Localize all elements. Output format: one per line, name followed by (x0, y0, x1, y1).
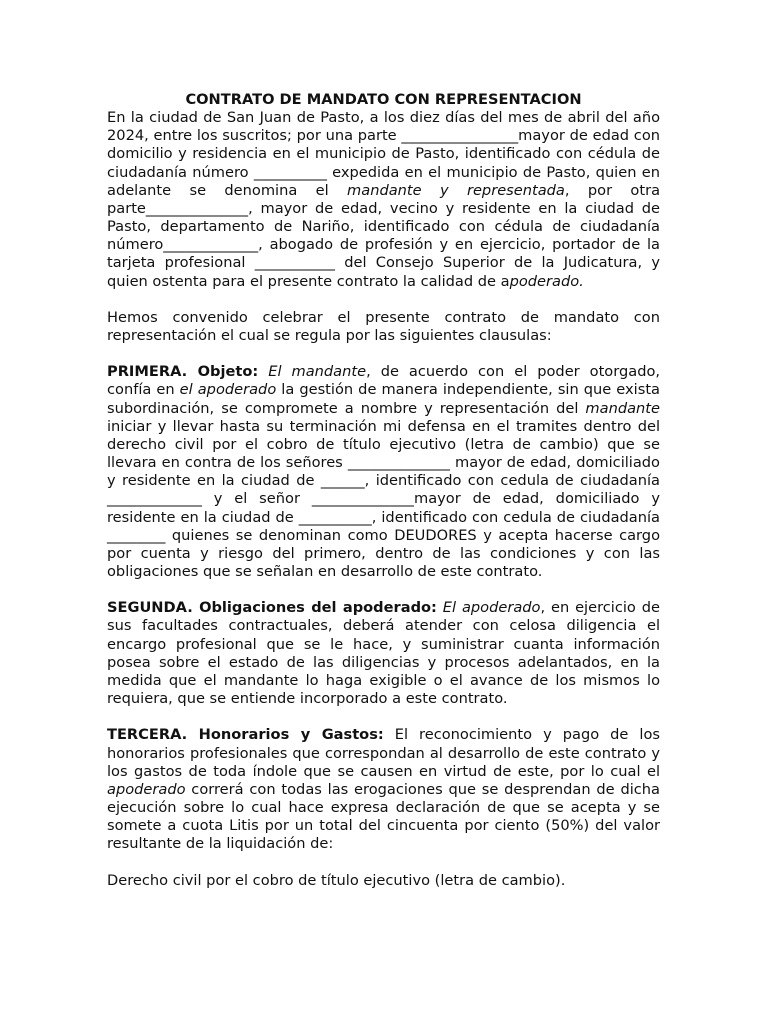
emphasis-text: el apoderado (179, 381, 277, 399)
body-text: , por otra parte______________, mayor de edad, vecino y residente en la ciudad de Pasto, departamento de Nariño, identificado con cédula de ciudadanía número_____________, abogado de profesión y en ejercicio, portador de la tarjeta profesional ___________ del Consejo Superior de la Judicatura, y quien ostenta para el presente contrato la calidad de a (107, 181, 661, 290)
final-line (107, 872, 660, 890)
body-text: Hemos convenido celebrar el presente contrato de mandato con representación el cual se regula por las siguientes clausulas: (107, 308, 660, 345)
clause-heading: TERCERA. Honorarios y Gastos: (107, 726, 384, 744)
emphasis-text: El mandante (268, 363, 367, 381)
clause-heading: SEGUNDA. Obligaciones del apoderado: (107, 599, 437, 617)
clause-primera (107, 363, 660, 581)
body-text (258, 363, 268, 380)
body-text: Derecho civil por el cobro de título ejecutivo (letra de cambio). (107, 871, 566, 889)
emphasis-text: mandante (585, 399, 660, 417)
body-text: En la ciudad de San Juan de Pasto, a los diez días del mes de abril del año 2024, entre los suscritos; por una parte ________________mayor de edad con domicilio y residencia en el municipio de Pasto, identificado con cédula de ciudadanía número __________ expedida en el municipio de Pasto, quien en adelante se denomina el (107, 109, 660, 199)
document-body (107, 109, 660, 890)
emphasis-text: poderado. (509, 272, 584, 290)
emphasis-text: mandante y representada (347, 181, 565, 199)
intro-paragraph (107, 109, 660, 291)
agreement-paragraph (107, 309, 660, 345)
clause-segunda (107, 599, 660, 708)
body-text: correrá con todas las erogaciones que se desprendan de dicha ejecución sobre lo cual hace expresa declaración de que se acepta y se somete a cuota Litis por un total del cincuenta por ciento (50%) del valor resultante de la liquidación de: (107, 780, 660, 853)
body-text: , de acuerdo con el poder otorgado, confía en (107, 363, 661, 399)
body-text: , en ejercicio de sus facultades contractuales, deberá atender con celosa diligencia el encargo profesional que se le hace, y suministrar cuanta información posea sobre el estado de las diligencias y procesos adelantados, en la medida que el mandante lo haga exigible o el avance de los mismos lo requiera, que se entiende incorporado a este contrato. (107, 599, 660, 708)
body-text: iniciar y llevar hasta su terminación mi defensa en el tramites dentro del derecho civil por el cobro de título ejecutivo (letra de cambio) que se llevara en contra de los señores ______________ mayor de edad, domiciliado y residente en la ciudad de ______, identificado con cedula de ciudadanía _____________ y el señor ______________mayor de edad, domiciliado y residente en la ciudad de __________, identificado con cedula de ciudadanía ________ quienes se denominan como DEUDORES y acepta hacerse cargo por cuenta y riesgo del primero, dentro de las condiciones y con las obligaciones que se señalan en desarrollo de este contrato. (107, 417, 660, 581)
clause-heading: PRIMERA. Objeto: (107, 363, 259, 381)
body-text: la gestión de manera independiente, sin que exista subordinación, se compromete a nombre y representación del (107, 381, 660, 417)
document-title: CONTRATO DE MANDATO CON REPRESENTACION (185, 91, 582, 108)
document-page (107, 91, 660, 890)
emphasis-text: El apoderado (442, 599, 541, 617)
clause-tercera (107, 726, 660, 853)
emphasis-text: apoderado (107, 780, 186, 798)
body-text: El reconocimiento y pago de los honorarios profesionales que correspondan al desarrollo de este contrato y los gastos de toda índole que se causen en virtud de este, por lo cual el (107, 726, 660, 780)
